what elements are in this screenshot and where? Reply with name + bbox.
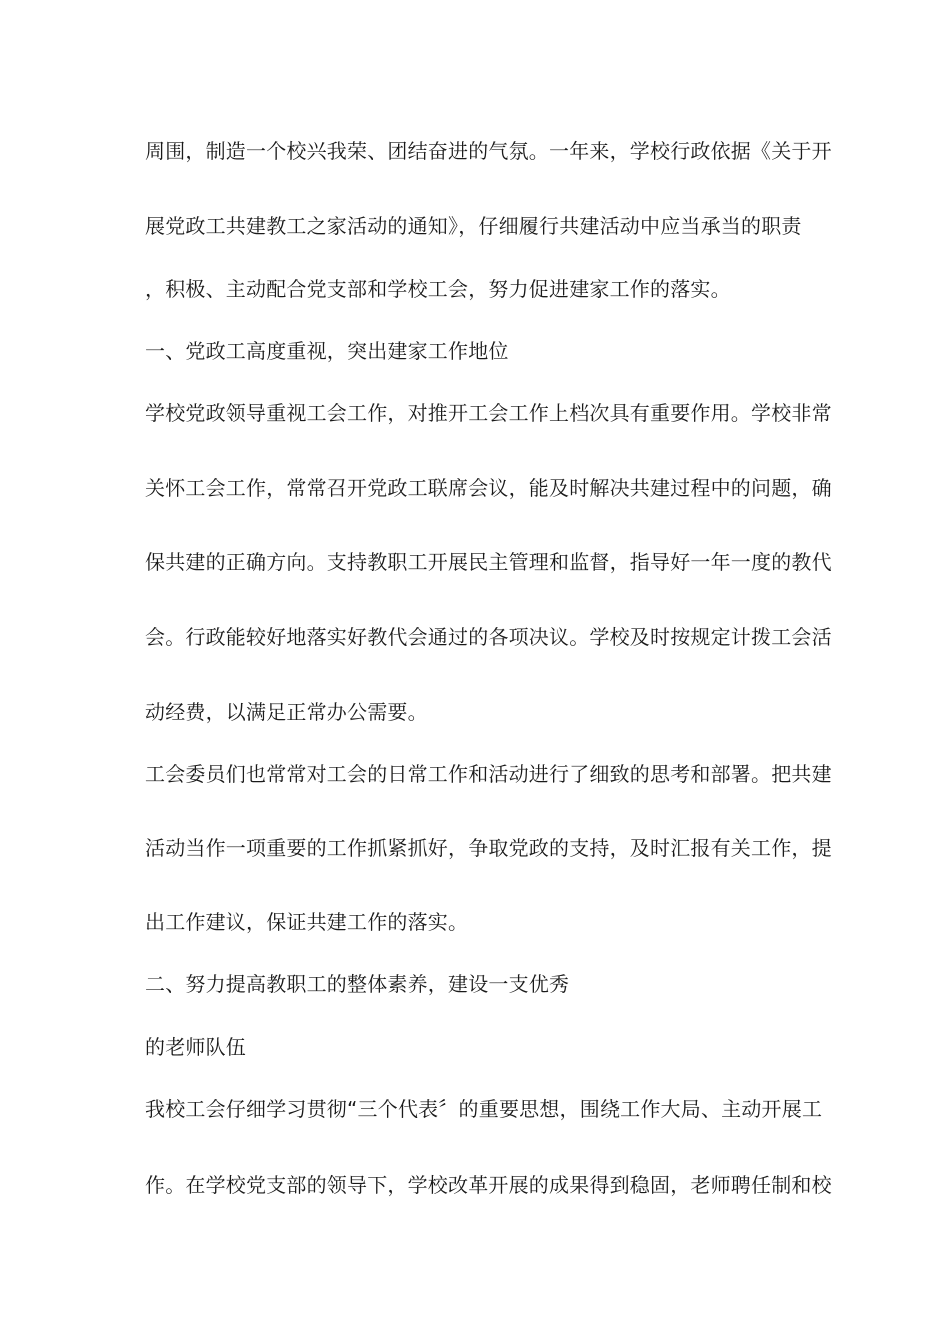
- text-line: 我校工会仔细学习贯彻“三个代表〞的重要思想，围绕工作大局、主动开展工: [145, 1097, 823, 1121]
- section-heading-continued: 的老师队伍: [145, 1035, 246, 1059]
- text-line: 动经费，以满足正常办公需要。: [145, 700, 428, 724]
- section-heading: 一、党政工高度重视，突出建家工作地位: [145, 339, 509, 363]
- text-line: 出工作建议，保证共建工作的落实。: [145, 910, 469, 934]
- text-line: ，积极、主动配合党支部和学校工会，努力促进建家工作的落实。: [145, 277, 731, 301]
- text-line: 工会委员们也常常对工会的日常工作和活动进行了细致的思考和部署。把共建: [145, 762, 832, 786]
- text-line: 展党政工共建教工之家活动的通知》，仔细履行共建活动中应当承当的职责: [145, 214, 802, 238]
- text-line: 关怀工会工作，常常召开党政工联席会议，能及时解决共建过程中的问题，确: [145, 476, 832, 500]
- text-line: 活动当作一项重要的工作抓紧抓好，争取党政的支持，及时汇报有关工作，提: [145, 836, 832, 860]
- text-line: 作。在学校党支部的领导下，学校改革开展的成果得到稳固，老师聘任制和校: [145, 1173, 832, 1197]
- text-line: 保共建的正确方向。支持教职工开展民主管理和监督，指导好一年一度的教代: [145, 550, 832, 574]
- section-heading: 二、努力提高教职工的整体素养，建设一支优秀: [145, 972, 570, 996]
- text-line: 会。行政能较好地落实好教代会通过的各项决议。学校及时按规定计拨工会活: [145, 625, 832, 649]
- text-line: 学校党政领导重视工会工作，对推开工会工作上档次具有重要作用。学校非常: [145, 401, 832, 425]
- text-line: 周围，制造一个校兴我荣、团结奋进的气氛。一年来，学校行政依据《关于开: [145, 139, 832, 163]
